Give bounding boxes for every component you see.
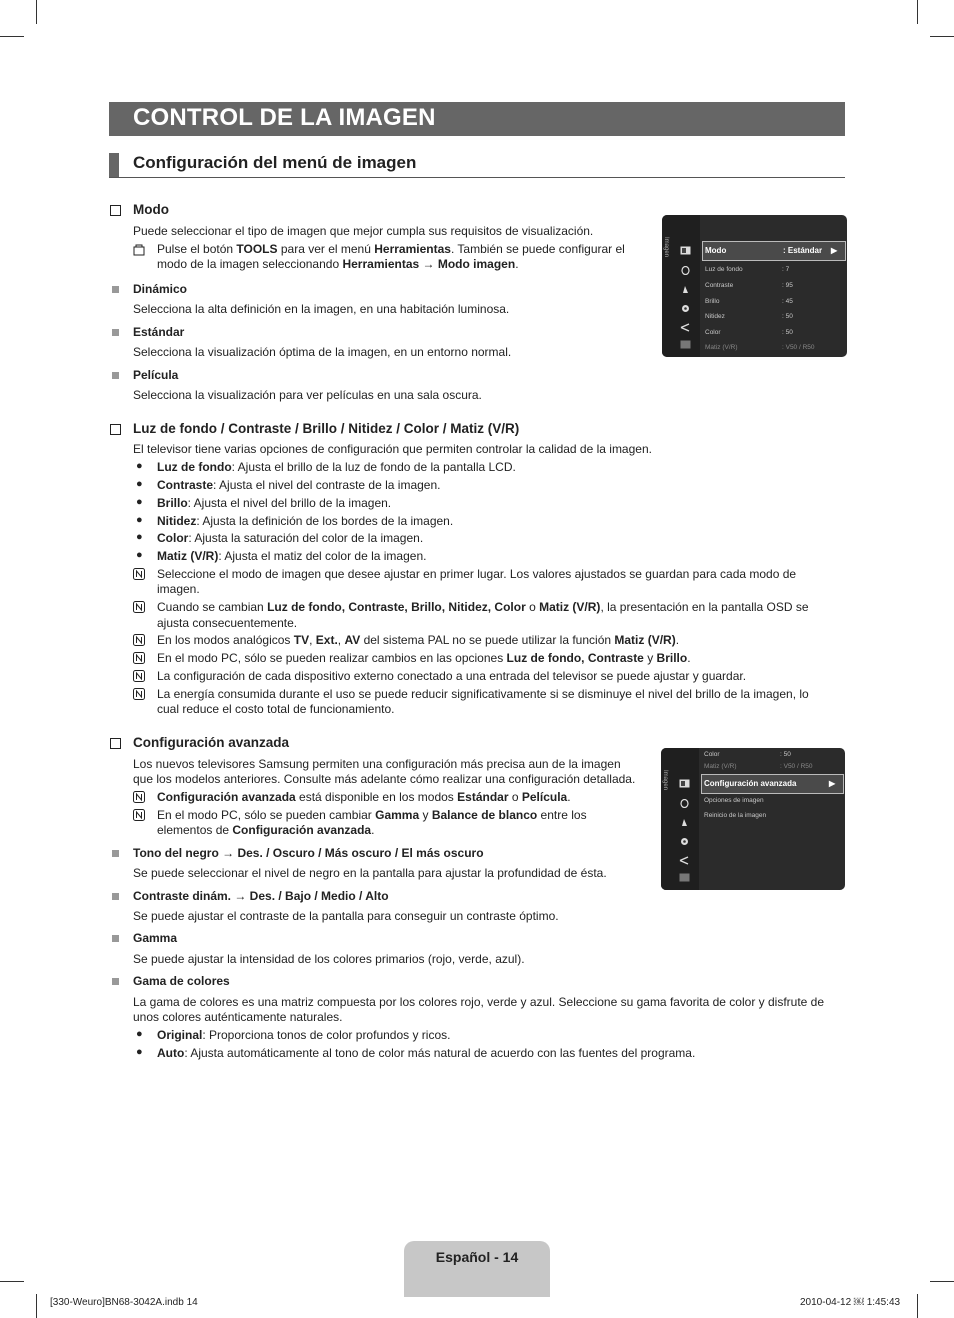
setup-gear-icon (680, 304, 691, 313)
bullet-square (112, 978, 119, 985)
luz-intro: El televisor tiene varias opciones de configuración que permiten controlar la calidad de la imagen. (133, 442, 652, 456)
osd-row-label: Contraste (705, 282, 734, 289)
note-icon (133, 634, 145, 646)
bullet-square (112, 372, 119, 379)
modo-item-name: Estándar (133, 325, 185, 339)
osd-row-label: Nitidez (705, 313, 725, 320)
avanzada-note: elementos de Configuración avanzada. (157, 823, 375, 837)
luz-bullet: Brillo: Ajusta el nivel del brillo de la imagen. (157, 496, 392, 510)
tools-icon (133, 244, 145, 256)
modo-item-desc: Selecciona la visualización para ver películas en una sala oscura. (133, 388, 482, 402)
crop-mark (930, 36, 954, 37)
osd-side-label: Imagen (663, 237, 669, 258)
bullet-square (112, 935, 119, 942)
gama-desc: unos colores auténticamente naturales. (133, 1010, 343, 1024)
luz-bullet: Nitidez: Ajusta la definición de los bordes de la imagen. (157, 514, 454, 528)
osd-row-label: Luz de fondo (705, 266, 743, 273)
osd-row-label: Matiz (V/R) (704, 763, 737, 770)
avanzada-item-name: Gamma (133, 931, 178, 945)
osd-selected-label: Modo (705, 246, 727, 255)
input-icon (679, 856, 690, 865)
checkbox-icon (110, 424, 121, 435)
channel-icon (679, 818, 690, 827)
note-icon (133, 652, 145, 664)
bullet-dot: ● (136, 514, 143, 526)
picture-icon (680, 246, 691, 255)
osd-row-label: Matiz (V/R) (705, 344, 738, 351)
page-title: CONTROL DE LA IMAGEN (133, 104, 436, 131)
modo-intro: Puede seleccionar el tipo de imagen que mejor cumpla sus requisitos de visualización. (133, 224, 594, 238)
luz-note-line: La energía consumida durante el uso se puede reducir significativamente si se disminuye el nivel del brillo de la imagen, lo (157, 687, 809, 701)
arrow-right-icon: ▶ (831, 246, 838, 255)
crop-mark (930, 1281, 954, 1282)
bullet-dot: ● (136, 1046, 143, 1058)
osd-menu-imagen (662, 215, 847, 357)
bullet-square (112, 893, 119, 900)
osd-row-value: : V50 / R50 (780, 763, 813, 770)
crop-mark (0, 36, 24, 37)
subtitle-text: Configuración del menú de imagen (133, 153, 417, 172)
page-number-tab (404, 1241, 550, 1297)
subtitle-marker (109, 153, 119, 177)
osd-row-value: : 95 (782, 282, 793, 289)
avanzada-item-name: Gama de colores (133, 974, 230, 988)
avanzada-note: Configuración avanzada está disponible en los modos Estándar o Película. (157, 790, 571, 804)
crop-mark (0, 1281, 24, 1282)
bullet-square (112, 850, 119, 857)
checkbox-icon (110, 205, 121, 216)
avanzada-intro: que los modelos anteriores. Consulte más adelante cómo realizar una configuración detallada. (133, 772, 636, 786)
note-icon (133, 791, 145, 803)
checkbox-icon (110, 738, 121, 749)
crop-mark (36, 0, 37, 24)
luz-bullet: Color: Ajusta la saturación del color de la imagen. (157, 531, 424, 545)
channel-icon (680, 285, 691, 294)
osd-row-label: Opciones de imagen (704, 797, 764, 804)
modo-item-desc: Selecciona la visualización óptima de la imagen, en un entorno normal. (133, 345, 512, 359)
osd-selected-label: Configuración avanzada (704, 779, 797, 788)
gama-bullet: Auto: Ajusta automáticamente al tono de color más natural de acuerdo con las fuentes del programa. (157, 1046, 696, 1060)
avanzada-intro: Los nuevos televisores Samsung permiten una configuración más precisa aun de la imagen (133, 757, 621, 771)
note-icon (133, 568, 145, 580)
luz-note-line: Cuando se cambian Luz de fondo, Contraste, Brillo, Nitidez, Color o Matiz (V/R), la presentación en la pantalla OSD se (157, 600, 809, 614)
support-icon (680, 340, 691, 349)
note-icon (133, 809, 145, 821)
osd-selected-row[interactable] (701, 774, 844, 794)
modo-heading: Modo (133, 202, 169, 217)
bullet-square (112, 329, 119, 336)
osd-selected-row[interactable] (702, 241, 846, 261)
note-icon (133, 670, 145, 682)
osd-row-label: Color (705, 329, 721, 336)
setup-gear-icon (679, 837, 690, 846)
luz-note-line: ajusta consecuentemente. (157, 616, 298, 630)
gama-bullet: Original: Proporciona tonos de color profundos y ricos. (157, 1028, 451, 1042)
bullet-dot: ● (136, 496, 143, 508)
avanzada-item-name: Tono del negro → Des. / Oscuro / Más oscuro / El más oscuro (133, 846, 484, 860)
page-title-bar (109, 102, 845, 136)
luz-note-line: En el modo PC, sólo se pueden realizar cambios en las opciones Luz de fondo, Contraste y Brillo. (157, 651, 691, 665)
avanzada-item-desc: Se puede ajustar la intensidad de los colores primarios (rojo, verde, azul). (133, 952, 525, 966)
footer-date: 2010-04-12 ￼ 1:45:43 (800, 1297, 901, 1308)
footer-file: [330-Weuro]BN68-3042A.indb 14 (50, 1297, 198, 1308)
modo-tools-line2: modo de la imagen seleccionando Herramientas → Modo imagen. (157, 257, 519, 271)
crop-mark (917, 0, 918, 24)
note-icon (133, 601, 145, 613)
luz-note-line: Seleccione el modo de imagen que desee ajustar en primer lugar. Los valores ajustados se guardan para cada modo de (157, 567, 797, 581)
avanzada-item-name: Contraste dinám. → Des. / Bajo / Medio / Alto (133, 889, 389, 903)
modo-item-desc: Selecciona la alta definición en la imagen, en una habitación luminosa. (133, 302, 510, 316)
input-icon (680, 323, 691, 332)
osd-row-value: : 50 (782, 329, 793, 336)
osd-row-value: : 45 (782, 298, 793, 305)
osd-row-value: : 50 (782, 313, 793, 320)
osd-selected-value: : Estándar (783, 246, 823, 255)
avanzada-item-desc: Se puede ajustar el contraste de la pantalla para conseguir un contraste óptimo. (133, 909, 559, 923)
picture-icon (679, 779, 690, 788)
modo-item-name: Dinámico (133, 282, 188, 296)
luz-note-line: cual reduce el costo total de funcionamiento. (157, 702, 395, 716)
osd-row-label: Reinicio de la imagen (704, 812, 767, 819)
gama-desc: La gama de colores es una matriz compuesta por los colores rojo, verde y azul. Seleccione su gama favorita de color y disfrute de (133, 995, 825, 1009)
bullet-square (112, 286, 119, 293)
note-icon (133, 688, 145, 700)
osd-row-value: : 50 (780, 751, 791, 758)
sound-icon (679, 799, 690, 808)
luz-bullet: Contraste: Ajusta el nivel del contraste de la imagen. (157, 478, 441, 492)
crop-mark (36, 1294, 37, 1318)
bullet-dot: ● (136, 549, 143, 561)
arrow-right-icon: ▶ (829, 779, 836, 788)
luz-bullet: Luz de fondo: Ajusta el brillo de la luz de fondo de la pantalla LCD. (157, 460, 516, 474)
modo-tools-line1: Pulse el botón TOOLS para ver el menú Herramientas. También se puede configurar el (157, 242, 625, 256)
bullet-dot: ● (136, 478, 143, 490)
avanzada-note: En el modo PC, sólo se pueden cambiar Gamma y Balance de blanco entre los (157, 808, 587, 822)
bullet-dot: ● (136, 531, 143, 543)
luz-note-line: imagen. (157, 582, 200, 596)
luz-bullet: Matiz (V/R): Ajusta el matiz del color de la imagen. (157, 549, 427, 563)
osd-side-label: Imagen (662, 770, 668, 791)
osd-row-value: : 7 (782, 266, 790, 273)
luz-note-line: La configuración de cada dispositivo externo conectado a una entrada del televisor se puede ajustar y guardar. (157, 669, 747, 683)
sound-icon (680, 266, 691, 275)
luz-heading: Luz de fondo / Contraste / Brillo / Nitidez / Color / Matiz (V/R) (133, 421, 520, 436)
avanzada-heading: Configuración avanzada (133, 735, 290, 750)
page-number: Español - 14 (435, 1249, 519, 1265)
section-subtitle (109, 153, 845, 178)
crop-mark (917, 1294, 918, 1318)
avanzada-item-desc: Se puede seleccionar el nivel de negro en la pantalla para ajustar la profundidad de ésta. (133, 866, 607, 880)
osd-menu-avanzada (661, 748, 845, 890)
osd-row-label: Color (704, 751, 720, 758)
support-icon (679, 873, 690, 882)
osd-row-value: : V50 / R50 (782, 344, 815, 351)
luz-note-line: En los modos analógicos TV, Ext., AV del sistema PAL no se puede utilizar la función Matiz (V/R). (157, 633, 680, 647)
bullet-dot: ● (136, 1028, 143, 1040)
bullet-dot: ● (136, 460, 143, 472)
osd-row-label: Brillo (705, 298, 720, 305)
modo-item-name: Película (133, 368, 179, 382)
